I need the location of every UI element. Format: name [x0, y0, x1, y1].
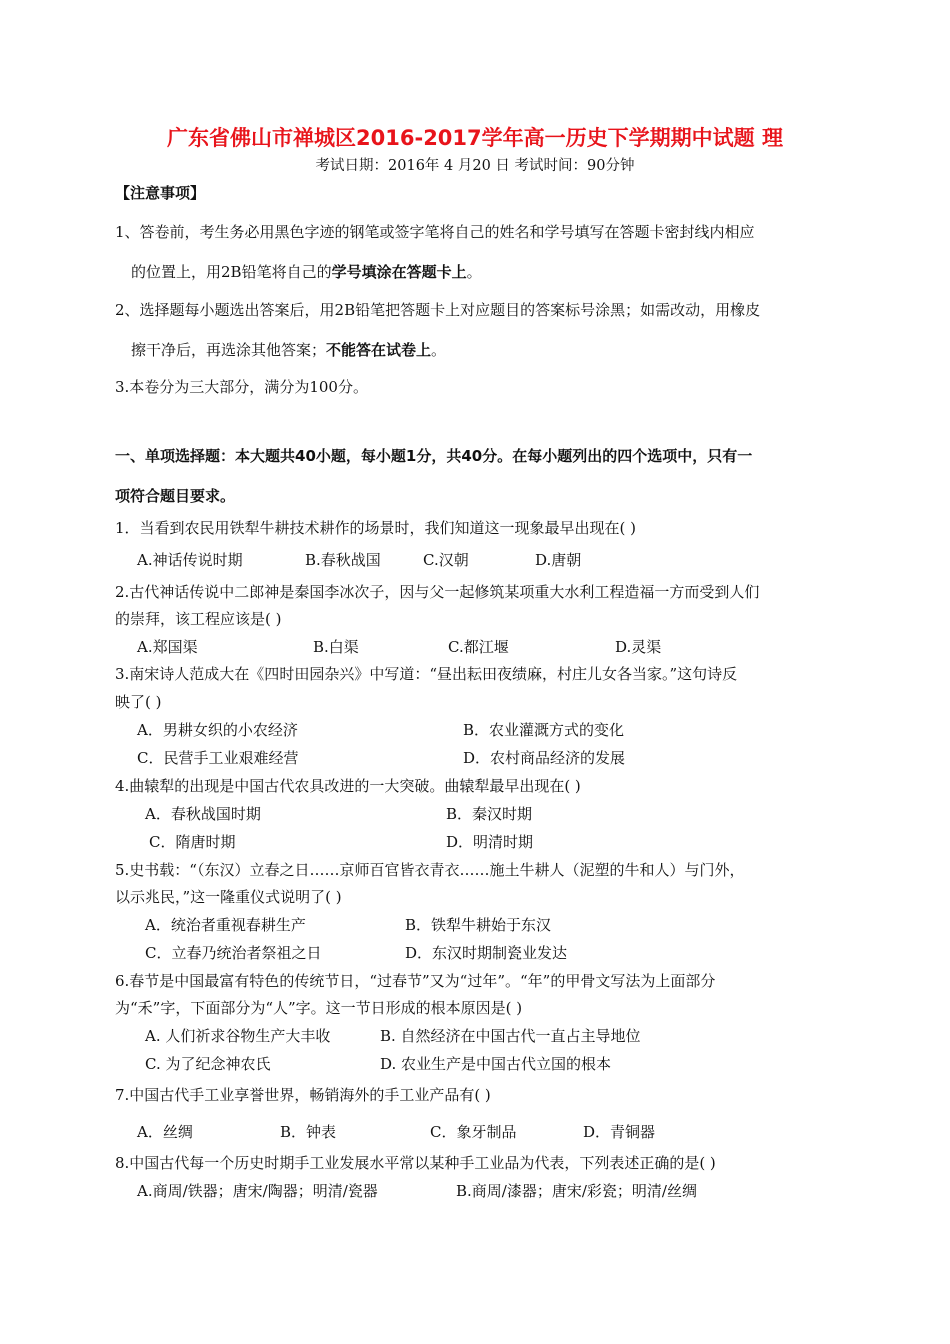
notice-emphasis: 不能答在试卷上 — [326, 341, 432, 359]
question-stem-cont: 的崇拜，该工程应该是( ) — [115, 610, 282, 628]
option-c: C．民营手工业艰难经营 — [137, 749, 299, 767]
question-stem-cont: 为“禾”字，下面部分为“人”字。这一节日形成的根本原因是( ) — [115, 999, 523, 1017]
notice-heading: 【注意事项】 — [115, 184, 206, 202]
option-d: D.唐朝 — [535, 551, 582, 569]
question-stem: 7.中国古代手工业享誉世界，畅销海外的手工业产品有( ) — [115, 1086, 491, 1104]
notice-item-1: 1、答卷前，考生务必用黑色字迹的钢笔或签字笔将自己的姓名和学号填写在答题卡密封线内相应 — [115, 223, 755, 241]
option-d: D．明清时期 — [446, 833, 534, 851]
page-title: 广东省佛山市禅城区2016-2017学年高一历史下学期期中试题 理 — [167, 126, 783, 150]
option-d: D．农村商品经济的发展 — [463, 749, 626, 767]
option-b: B．秦汉时期 — [446, 805, 533, 823]
question-stem: 1．当看到农民用铁犁牛耕技术耕作的场景时，我们知道这一现象最早出现在( ) — [115, 519, 637, 537]
exam-info: 考试日期：2016年 4 月20 日 考试时间：90分钟 — [315, 158, 635, 174]
notice-emphasis: 学号填涂在答题卡上 — [331, 263, 467, 281]
option-b: B.商周/漆器；唐宋/彩瓷；明清/丝绸 — [456, 1182, 697, 1200]
question-stem: 5.史书载：“（东汉）立春之日……京师百官皆衣青衣……施土牛耕人（泥塑的牛和人）与门外， — [115, 861, 745, 879]
option-c: C．象牙制品 — [430, 1123, 517, 1141]
option-b: B.白渠 — [313, 638, 359, 656]
option-a: A．男耕女织的小农经济 — [137, 721, 298, 739]
option-a: A．春秋战国时期 — [145, 805, 261, 823]
option-a: A.神话传说时期 — [137, 551, 243, 569]
notice-item-2: 2、选择题每小题选出答案后，用2B铅笔把答题卡上对应题目的答案标号涂黑；如需改动，用橡皮 — [115, 301, 761, 319]
option-b: B．铁犁牛耕始于东汉 — [405, 916, 552, 934]
question-stem: 4.曲辕犁的出现是中国古代农具改进的一大突破。曲辕犁最早出现在( ) — [115, 777, 581, 795]
option-c: C．隋唐时期 — [149, 833, 236, 851]
question-stem-cont: 映了( ) — [115, 693, 162, 711]
option-b: B．农业灌溉方式的变化 — [463, 721, 625, 739]
option-d: D．青铜器 — [583, 1123, 656, 1141]
option-a: A. 人们祈求谷物生产大丰收 — [145, 1027, 331, 1045]
section-heading-cont: 项符合题目要求。 — [115, 487, 236, 505]
option-a: A.商周/铁器；唐宋/陶器；明清/瓷器 — [137, 1182, 378, 1200]
option-c: C. 为了纪念神农氏 — [145, 1055, 271, 1073]
option-d: D. 农业生产是中国古代立国的根本 — [380, 1055, 612, 1073]
notice-item-3: 3.本卷分为三大部分，满分为100分。 — [115, 378, 368, 396]
notice-item-2-cont — [131, 340, 446, 360]
option-b: B. 自然经济在中国古代一直占主导地位 — [380, 1027, 641, 1045]
option-b: B.春秋战国 — [305, 551, 381, 569]
option-c: C.都江堰 — [448, 638, 509, 656]
notice-text: 。 — [431, 341, 447, 359]
option-c: C.汉朝 — [423, 551, 469, 569]
question-stem: 8.中国古代每一个历史时期手工业发展水平常以某种手工业品为代表，下列表述正确的是( ) — [115, 1154, 716, 1172]
notice-text: 擦干净后，再选涂其他答案； — [131, 341, 327, 359]
section-heading: 一、单项选择题：本大题共40小题，每小题1分，共40分。在每小题列出的四个选项中，只有一 — [115, 447, 753, 465]
question-stem: 3.南宋诗人范成大在《四时田园杂兴》中写道：“昼出耘田夜绩麻，村庄儿女各当家。”这句诗反 — [115, 665, 738, 683]
notice-item-1-cont — [131, 262, 482, 282]
option-a: A．统治者重视春耕生产 — [145, 916, 306, 934]
option-d: D．东汉时期制瓷业发达 — [405, 944, 568, 962]
notice-text: 。 — [466, 263, 482, 281]
question-stem: 2.古代神话传说中二郎神是秦国李冰次子，因与父一起修筑某项重大水利工程造福一方而受到人们 — [115, 583, 760, 601]
option-d: D.灵渠 — [615, 638, 662, 656]
option-c: C．立春乃统治者祭祖之日 — [145, 944, 322, 962]
option-a: A．丝绸 — [137, 1123, 193, 1141]
question-stem: 6.春节是中国最富有特色的传统节日，“过春节”又为“过年”。“年”的甲骨文写法为上面部分 — [115, 972, 716, 990]
option-a: A.郑国渠 — [137, 638, 198, 656]
option-b: B．钟表 — [280, 1123, 337, 1141]
question-stem-cont: 以示兆民，”这一隆重仪式说明了( ) — [115, 888, 342, 906]
notice-text: 的位置上，用2B铅笔将自己的 — [131, 263, 332, 281]
